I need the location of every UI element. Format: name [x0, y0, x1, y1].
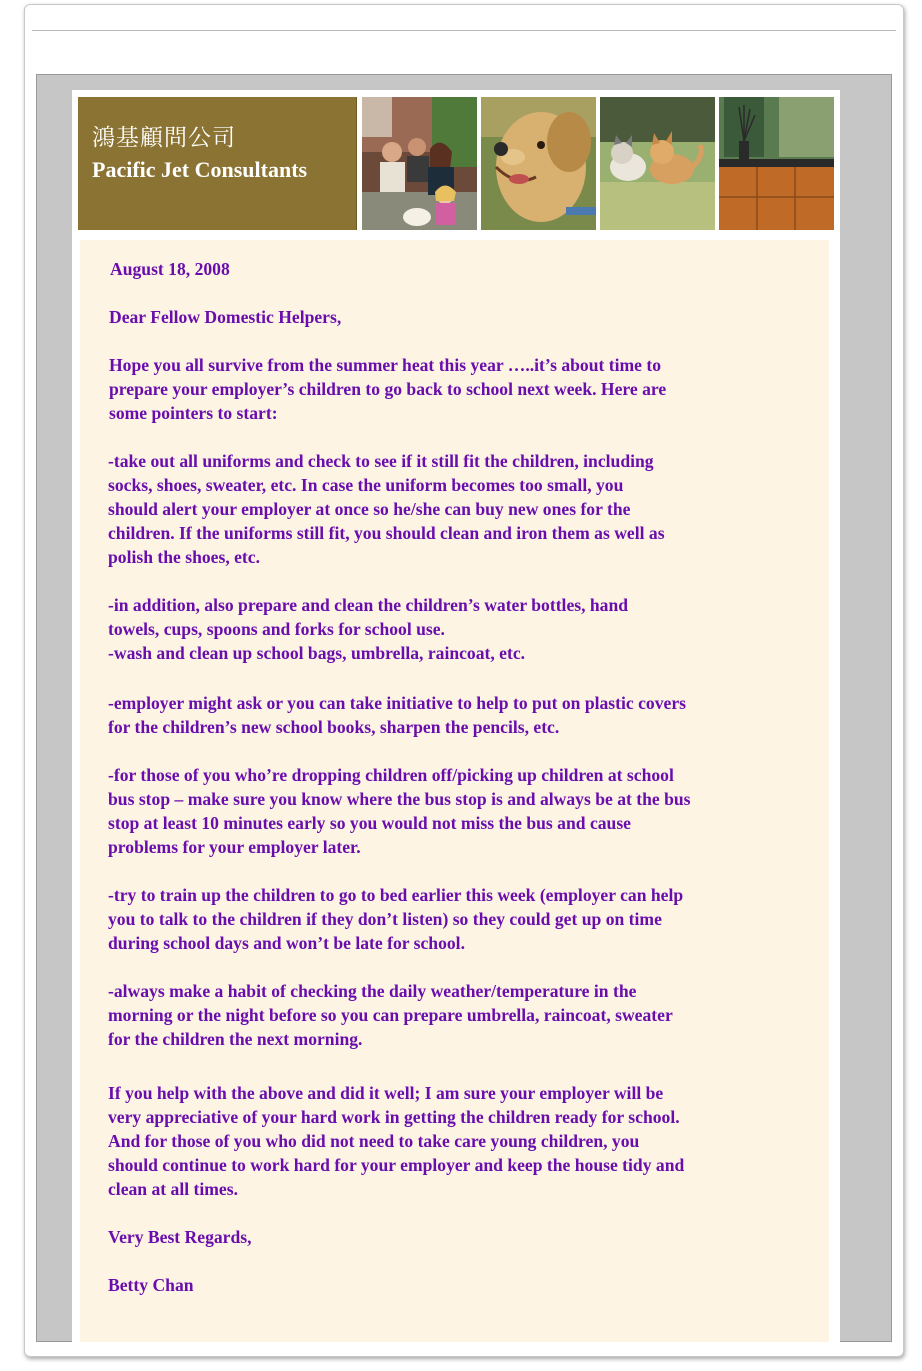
kitchen-photo-image [719, 97, 834, 230]
letter-signoff: Very Best Regards, [108, 1227, 252, 1247]
brand-block [78, 97, 357, 230]
paragraph-line: clean at all times. [108, 1179, 238, 1199]
paragraph-line: towels, cups, spoons and forks for school use. [108, 619, 445, 639]
paragraph-line: children. If the uniforms still fit, you should clean and iron them as well as [108, 523, 665, 543]
paragraph-line: polish the shoes, etc. [108, 547, 260, 567]
paragraph-line: socks, shoes, sweater, etc. In case the uniform becomes too small, you [108, 475, 624, 495]
pointer-weather [108, 979, 673, 1051]
paragraph-line: If you help with the above and did it well; I am sure your employer will be [108, 1083, 664, 1103]
paragraph-line: during school days and won’t be late for school. [108, 933, 465, 953]
brand-name-chinese: 鴻基顧問公司 [92, 125, 236, 151]
paragraph-line: problems for your employer later. [108, 837, 361, 857]
dog-photo [481, 97, 596, 230]
paragraph-line: bus stop – make sure you know where the bus stop is and always be at the bus [108, 789, 691, 809]
kittens-photo [600, 97, 715, 230]
pointer-uniforms [108, 449, 665, 569]
closing-paragraph [108, 1081, 684, 1201]
paragraph-line: stop at least 10 minutes early so you would not miss the bus and cause [108, 813, 631, 833]
paragraph-line: prepare your employer’s children to go back to school next week. Here are [109, 379, 667, 399]
divider [32, 30, 896, 31]
letter-date: August 18, 2008 [110, 259, 230, 279]
paragraph-line: morning or the night before so you can prepare umbrella, raincoat, sweater [108, 1005, 673, 1025]
letter-signature: Betty Chan [108, 1275, 194, 1295]
intro-paragraph [109, 353, 666, 425]
paragraph-line: you to talk to the children if they don’t listen) so they could get up on time [108, 909, 662, 929]
family-photo [362, 97, 477, 230]
brand-name-english: Pacific Jet Consultants [92, 157, 308, 182]
paragraph-line: And for those of you who did not need to take care young children, you [108, 1131, 640, 1151]
family-photo-image [362, 97, 477, 230]
paragraph-line: should continue to work hard for your employer and keep the house tidy and [108, 1155, 685, 1175]
paragraph-line: for the children the next morning. [108, 1029, 363, 1049]
paragraph-line: -for those of you who’re dropping children off/picking up children at school [108, 765, 674, 785]
paragraph-line: some pointers to start: [109, 403, 278, 423]
paragraph-line: -wash and clean up school bags, umbrella, raincoat, etc. [108, 643, 526, 663]
paragraph-line: for the children’s new school books, sharpen the pencils, etc. [108, 717, 560, 737]
pointer-bottles-bags [108, 593, 628, 665]
paragraph-line: very appreciative of your hard work in getting the children ready for school. [108, 1107, 680, 1127]
paragraph-line: should alert your employer at once so he/she can buy new ones for the [108, 499, 631, 519]
paragraph-line: -employer might ask or you can take initiative to help to put on plastic covers [108, 693, 686, 713]
letter-salutation: Dear Fellow Domestic Helpers, [109, 307, 342, 327]
paragraph-line: -take out all uniforms and check to see if it still fit the children, including [108, 451, 654, 471]
pointer-book-covers [108, 691, 686, 739]
paragraph-line: -try to train up the children to go to bed earlier this week (employer can help [108, 885, 684, 905]
kittens-photo-image [600, 97, 715, 230]
paragraph-line: -always make a habit of checking the daily weather/temperature in the [108, 981, 637, 1001]
dog-photo-image [481, 97, 596, 230]
paragraph-line: -in addition, also prepare and clean the children’s water bottles, hand [108, 595, 629, 615]
pointer-bedtime [108, 883, 683, 955]
paragraph-line: Hope you all survive from the summer heat this year …..it’s about time to [109, 355, 662, 375]
kitchen-photo [719, 97, 834, 230]
pointer-bus-stop [108, 763, 691, 859]
